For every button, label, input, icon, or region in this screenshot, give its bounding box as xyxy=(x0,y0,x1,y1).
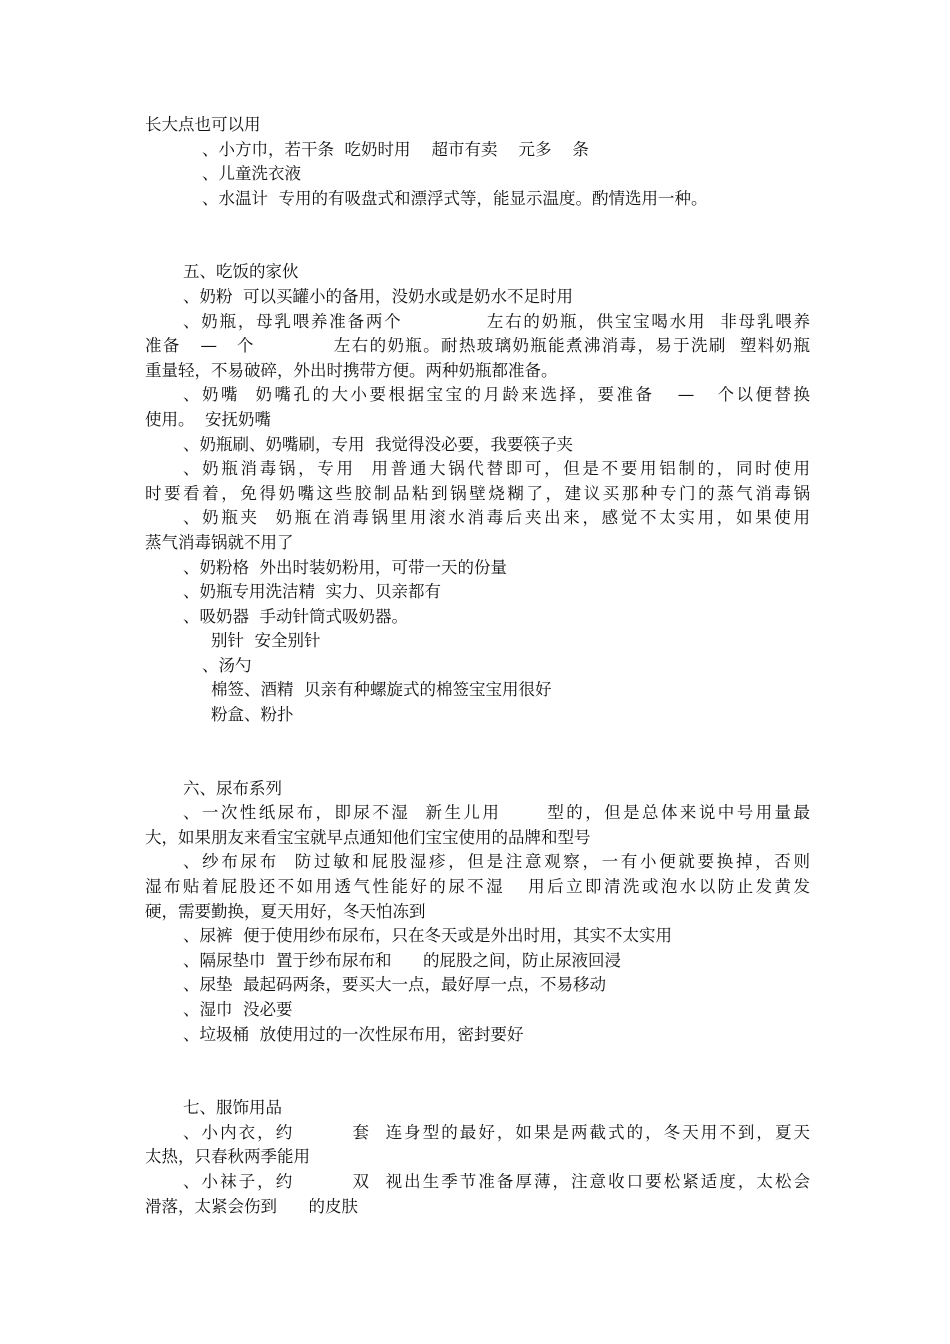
text-line: 、儿童洗衣液 xyxy=(202,164,301,184)
text-line: 时要看着，免得奶嘴这些胶制品粘到锅壁烧糊了，建议买那种专门的蒸气消毒锅 xyxy=(145,483,810,503)
section-gap xyxy=(145,728,810,777)
text-line: 、一次性纸尿布，即尿不湿 新生儿用 型的，但是总体来说中号用量最 xyxy=(183,803,810,823)
text-line: 、水温计 专用的有吸盘式和漂浮式等，能显示温度。酌情选用一种。 xyxy=(202,188,708,208)
text-line: 、汤勺 xyxy=(202,655,252,675)
section-gap xyxy=(145,211,810,260)
text-line: 、奶瓶夹 奶瓶在消毒锅里用滚水消毒后夹出来，感觉不太实用，如果使用 xyxy=(183,508,810,528)
text-line: 、隔尿垫巾 置于纱布尿布和 的屁股之间，防止尿液回浸 xyxy=(183,950,621,970)
text-line: 、尿裤 便于使用纱布尿布，只在冬天或是外出时用，其实不太实用 xyxy=(183,926,672,946)
text-line: 棉签、酒精 贝亲有种螺旋式的棉签宝宝用很好 xyxy=(211,680,552,700)
text-line: 硬，需要勤换，夏天用好，冬天怕冻到 xyxy=(145,901,426,921)
text-line: 、奶粉格 外出时装奶粉用，可带一天的份量 xyxy=(183,557,507,577)
text-line: 、小袜子，约 双 视出生季节准备厚薄，注意收口要松紧适度，太松会 xyxy=(183,1171,810,1191)
text-line: 、纱布尿布 防过敏和屁股湿疹，但是注意观察，一有小便就要换掉，否则 xyxy=(183,852,810,872)
text-line: 、奶瓶刷、奶嘴刷，专用 我觉得没必要，我要筷子夹 xyxy=(183,434,573,454)
text-line: 、奶嘴 奶嘴孔的大小要根据宝宝的月龄来选择，要准备 — 个以便替换 xyxy=(183,385,810,405)
text-line: 、奶瓶，母乳喂养准备两个 左右的奶瓶，供宝宝喝水用 非母乳喂养 xyxy=(183,311,810,331)
section-title: 七、服饰用品 xyxy=(183,1098,282,1118)
text-line: 、小方巾，若干条 吃奶时用 超市有卖 元多 条 xyxy=(202,139,589,159)
text-line: 、小内衣，约 套 连身型的最好，如果是两截式的，冬天用不到，夏天 xyxy=(183,1122,810,1142)
section-gap xyxy=(145,1047,810,1096)
document-body xyxy=(145,113,810,1219)
text-line: 准备 — 个 左右的奶瓶。耐热玻璃奶瓶能煮沸消毒，易于洗刷 塑料奶瓶 xyxy=(145,336,810,356)
text-line: 蒸气消毒锅就不用了 xyxy=(145,532,294,552)
text-line: 、吸奶器 手动针筒式吸奶器。 xyxy=(183,606,408,626)
text-line: 粉盒、粉扑 xyxy=(211,705,294,725)
text-line: 滑落，太紧会伤到 的皮肤 xyxy=(145,1196,358,1216)
text-line: 大，如果朋友来看宝宝就早点通知他们宝宝使用的品牌和型号 xyxy=(145,827,591,847)
text-line: 、湿巾 没必要 xyxy=(183,1000,293,1019)
text-line: 别针 安全别针 xyxy=(211,631,321,651)
text-line: 、奶粉 可以买罐小的备用，没奶水或是奶水不足时用 xyxy=(183,286,573,306)
text-line: 、奶瓶专用洗洁精 实力、贝亲都有 xyxy=(183,582,441,602)
text-line: 使用。 安抚奶嘴 xyxy=(145,409,271,429)
text-line: 、垃圾桶 放使用过的一次性尿布用，密封要好 xyxy=(183,1024,524,1044)
text-line: 太热，只春秋两季能用 xyxy=(145,1147,310,1167)
text-line: 、尿垫 最起码两条，要买大一点，最好厚一点，不易移动 xyxy=(183,975,606,995)
text-line: 长大点也可以用 xyxy=(145,115,261,134)
section-title: 六、尿布系列 xyxy=(183,778,282,798)
text-line: 重量轻，不易破碎，外出时携带方便。两种奶瓶都准备。 xyxy=(145,360,558,380)
text-line: 湿布贴着屁股还不如用透气性能好的尿不湿 用后立即清洗或泡水以防止发黄发 xyxy=(145,877,810,897)
section-title: 五、吃饭的家伙 xyxy=(183,262,299,282)
text-line: 、奶瓶消毒锅，专用 用普通大锅代替即可，但是不要用铝制的，同时使用 xyxy=(183,459,810,479)
